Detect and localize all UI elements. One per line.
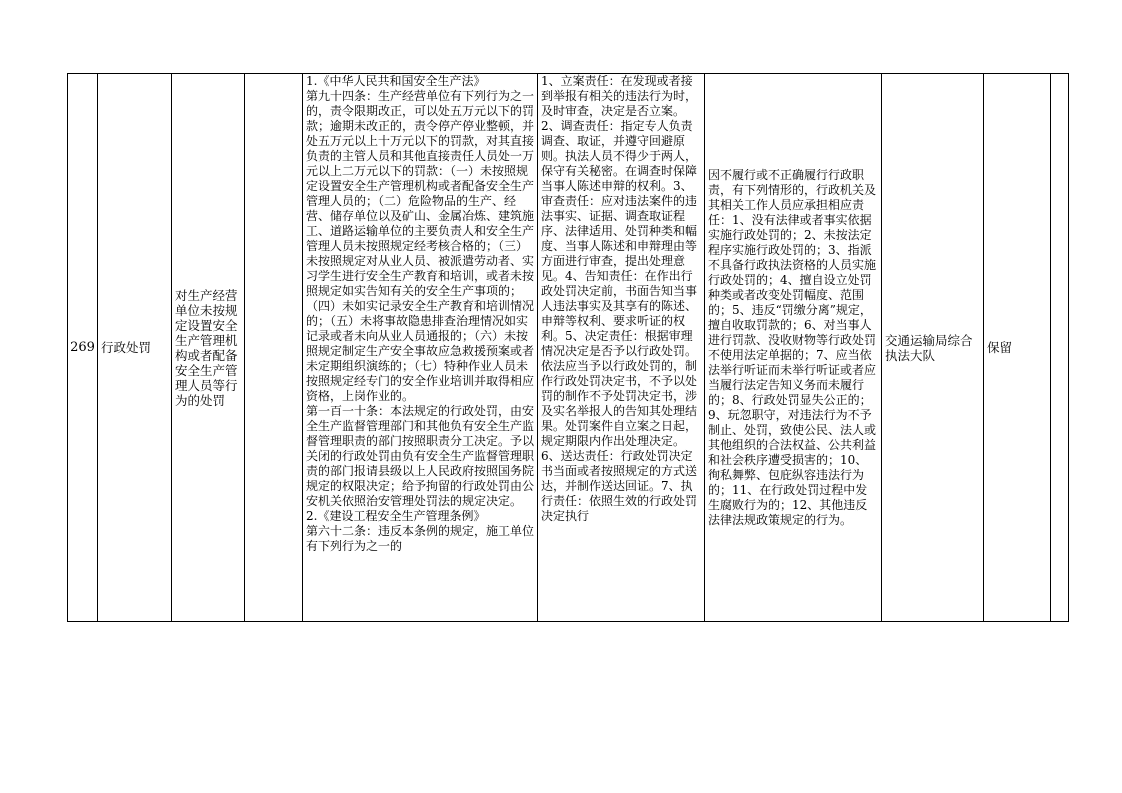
power-category: 行政处罚 [98, 74, 172, 622]
sub-item-cell [245, 74, 303, 622]
implementing-department: 交通运输局综合执法大队 [882, 74, 984, 622]
responsibility-cell [538, 74, 705, 622]
remark-cell [1051, 74, 1069, 622]
responsibility-text: 1、立案责任：在发现或者接到举报有相关的违法行为时，及时审查，决定是否立案。2、调查责任：指定专人负责调查、取证，并遵守回避原则。执法人员不得少于两人，保守有关秘密。在调查时保障当事人陈述申辩的权利。3、审查责任：应对违法案件的违法事实、证据、调查取证程序、法律适用、处罚种类和幅度、当事人陈述和申辩理由等方面进行审查，提出处理意见。4、告知责任：在作出行政处罚决定前，书面告知当事人违法事实及其享有的陈述、申辩等权利、要求听证的权利。5、决定责任：根据审理情况决定是否予以行政处罚。依法应当予以行政处罚的，制作行政处罚决定书，不予以处罚的制作不予处罚决定书，涉及实名举报人的告知其处理结果。处罚案件自立案之日起，规定期限内作出处理决定。 6、送达责任：行政处罚决定书当面或者按照规定的方式送达，并制作送达回证。7、执行责任：依照生效的行政处罚决定执行 [541, 74, 698, 523]
accountability-cell [705, 74, 882, 622]
status-cell: 保留 [984, 74, 1051, 622]
power-list-table [67, 73, 1028, 620]
row-number: 269 [68, 74, 98, 622]
legal-basis-cell [303, 74, 538, 622]
table-row [68, 74, 1069, 622]
power-item-name: 对生产经营单位未按规定设置安全生产管理机构或者配备安全生产管理人员等行为的处罚 [172, 74, 245, 622]
legal-basis-text: 1.《中华人民共和国安全生产法》 第九十四条：生产经营单位有下列行为之一的，责令限期改正，可以处五万元以下的罚款；逾期未改正的，责令停产停业整顿，并处五万元以上十万元以下的罚款，对其直接负责的主管人员和其他直接责任人员处一万元以上二万元以下的罚款：（一）未按照规定设置安全生产管理机构或者配备安全生产管理人员的；（二）危险物品的生产、经营、储存单位以及矿山、金属冶炼、建筑施工、道路运输单位的主要负责人和安全生产管理人员未按照规定经考核合格的；（三）未按照规定对从业人员、被派遣劳动者、实习学生进行安全生产教育和培训，或者未按照规定如实告知有关的安全生产事项的；（四）未如实记录安全生产教育和培训情况的；（五）未将事故隐患排查治理情况如实记录或者未向从业人员通报的；（六）未按照规定制定生产安全事故应急救援预案或者未定期组织演练的；（七）特种作业人员未按照规定经专门的安全作业培训并取得相应资格，上岗作业的。 第一百一十条：本法规定的行政处罚，由安全生产监督管理部门和其他负有安全生产监督管理职责的部门按照职责分工决定。予以关闭的行政处罚由负有安全生产监督管理职责的部门报请县级以上人民政府按照国务院规定的权限决定；给予拘留的行政处罚由公安机关依照治安管理处罚法的规定决定。 2.《建设工程安全生产管理条例》 第六十二条：违反本条例的规定，施工单位有下列行为之一的 [306, 74, 535, 553]
accountability-text: 因不履行或不正确履行行政职责，有下列情形的，行政机关及其相关工作人员应承担相应责任：1、没有法律或者事实依据实施行政处罚的；2、未按法定程序实施行政处罚的；3、指派不具备行政执法资格的人员实施行政处罚的；4、擅自设立处罚种类或者改变处罚幅度、范围的；5、违反“罚缴分离”规定，擅自收取罚款的；6、对当事人进行罚款、没收财物等行政处罚不使用法定单据的；7、应当依法举行听证而未举行听证或者应当履行法定告知义务而未履行的；8、行政处罚显失公正的；9、玩忽职守，对违法行为不予制止、处罚，致使公民、法人或其他组织的合法权益、公共利益和社会秩序遭受损害的；10、徇私舞弊、包庇纵容违法行为的；11、在行政处罚过程中发生腐败行为的；12、其他违反法律法规政策规定的行为。 [708, 167, 877, 527]
